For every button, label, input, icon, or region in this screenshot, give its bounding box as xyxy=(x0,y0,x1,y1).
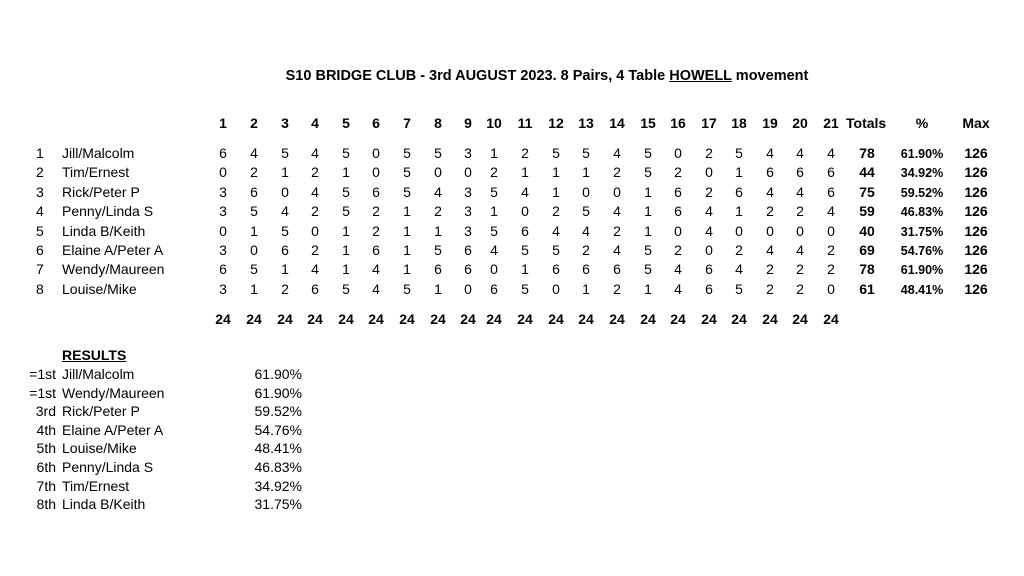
result-pair: Jill/Malcolm xyxy=(62,366,135,382)
score-cell: 2 xyxy=(311,203,319,220)
score-cell: 0 xyxy=(766,222,774,239)
score-cell: 6 xyxy=(434,261,442,278)
score-cell: 6 xyxy=(281,242,289,258)
score-cell: 0 xyxy=(796,222,804,239)
score-cell: 6 xyxy=(827,164,835,181)
score-cell: 4 xyxy=(766,183,774,200)
score-cell: 5 xyxy=(403,183,411,200)
pair-name: Elaine A/Peter A xyxy=(62,242,164,258)
score-cell: 0 xyxy=(552,280,560,297)
score-cell: 4 xyxy=(613,145,621,161)
board-total: 24 xyxy=(609,311,625,327)
pair-number: 8 xyxy=(36,280,44,297)
result-percent: 61.90% xyxy=(254,366,302,382)
score-cell: 5 xyxy=(644,242,652,258)
score-cell: 1 xyxy=(521,261,529,278)
score-cell: 2 xyxy=(613,164,621,181)
score-cell: 1 xyxy=(250,280,258,297)
score-cell: 1 xyxy=(342,242,350,258)
row-max: 126 xyxy=(964,222,988,239)
score-cell: 6 xyxy=(674,183,682,200)
result-place: 8th xyxy=(36,496,56,513)
score-cell: 4 xyxy=(766,145,774,161)
result-place: 3rd xyxy=(35,403,56,420)
score-cell: 1 xyxy=(735,164,743,181)
score-cell: 0 xyxy=(219,164,227,181)
board-header: 11 xyxy=(517,115,533,131)
score-cell: 2 xyxy=(735,242,743,258)
score-cell: 2 xyxy=(766,203,774,220)
score-cell: 0 xyxy=(464,164,472,181)
row-max: 126 xyxy=(964,261,988,278)
score-cell: 2 xyxy=(490,164,498,181)
board-total: 24 xyxy=(277,311,293,327)
row-total: 69 xyxy=(859,242,875,258)
score-cell: 5 xyxy=(582,203,590,220)
score-cell: 6 xyxy=(372,183,380,200)
score-cell: 4 xyxy=(796,145,804,161)
result-pair: Linda B/Keith xyxy=(62,496,146,513)
score-cell: 6 xyxy=(705,280,713,297)
score-cell: 5 xyxy=(644,145,652,161)
score-cell: 5 xyxy=(281,145,289,161)
score-cell: 3 xyxy=(219,280,227,297)
row-total: 59 xyxy=(859,203,875,220)
score-cell: 4 xyxy=(796,183,804,200)
result-pair: Penny/Linda S xyxy=(62,459,154,475)
pair-name: Louise/Mike xyxy=(62,280,137,297)
score-cell: 1 xyxy=(342,164,350,181)
score-cell: 2 xyxy=(434,203,442,220)
result-percent: 59.52% xyxy=(254,403,302,420)
board-total: 24 xyxy=(762,311,778,327)
score-cell: 6 xyxy=(674,203,682,220)
score-cell: 2 xyxy=(766,280,774,297)
score-cell: 5 xyxy=(552,242,560,258)
score-cell: 0 xyxy=(674,222,682,239)
row-percent: 34.92% xyxy=(900,166,944,181)
board-total: 24 xyxy=(307,311,323,327)
score-cell: 3 xyxy=(464,145,472,161)
row-total: 75 xyxy=(859,183,875,200)
score-cell: 6 xyxy=(521,222,529,239)
result-percent: 46.83% xyxy=(254,459,302,475)
score-cell: 4 xyxy=(372,280,380,297)
board-total: 24 xyxy=(670,311,686,327)
score-cell: 3 xyxy=(464,203,472,220)
score-cell: 2 xyxy=(613,280,621,297)
score-cell: 5 xyxy=(490,222,498,239)
score-cell: 5 xyxy=(342,145,350,161)
board-total: 24 xyxy=(430,311,446,327)
board-total: 24 xyxy=(517,311,533,327)
score-cell: 2 xyxy=(250,164,258,181)
score-cell: 2 xyxy=(705,145,713,161)
board-total: 24 xyxy=(215,311,231,327)
score-cell: 5 xyxy=(250,261,258,278)
score-cell: 2 xyxy=(521,145,529,161)
result-pair: Wendy/Maureen xyxy=(62,384,165,401)
score-cell: 5 xyxy=(521,242,529,258)
score-cell: 4 xyxy=(250,145,258,161)
score-cell: 6 xyxy=(613,261,621,278)
score-cell: 6 xyxy=(827,183,835,200)
board-total: 24 xyxy=(640,311,656,327)
board-total: 24 xyxy=(486,311,502,327)
result-place: =1st xyxy=(29,366,56,382)
board-total: 24 xyxy=(246,311,262,327)
board-header: 4 xyxy=(311,115,319,131)
score-cell: 6 xyxy=(582,261,590,278)
score-cell: 4 xyxy=(674,261,682,278)
score-cell: 0 xyxy=(372,164,380,181)
score-cell: 6 xyxy=(490,280,498,297)
board-header: 15 xyxy=(640,115,656,131)
result-percent: 61.90% xyxy=(254,384,302,401)
row-percent: 54.76% xyxy=(900,244,944,258)
score-cell: 6 xyxy=(219,261,227,278)
score-cell: 5 xyxy=(342,183,350,200)
row-percent: 46.83% xyxy=(900,205,944,220)
pair-number: 2 xyxy=(36,164,44,181)
score-cell: 1 xyxy=(281,261,289,278)
pair-number: 3 xyxy=(36,183,44,200)
board-total: 24 xyxy=(731,311,747,327)
row-max: 126 xyxy=(964,280,988,297)
score-cell: 1 xyxy=(521,164,529,181)
score-cell: 0 xyxy=(705,242,713,258)
score-cell: 0 xyxy=(674,145,682,161)
score-cell: 4 xyxy=(372,261,380,278)
result-pair: Rick/Peter P xyxy=(62,403,140,420)
score-cell: 0 xyxy=(705,164,713,181)
result-place: =1st xyxy=(29,384,56,401)
score-cell: 1 xyxy=(644,203,652,220)
result-percent: 34.92% xyxy=(254,477,302,494)
score-cell: 6 xyxy=(552,261,560,278)
score-cell: 4 xyxy=(613,242,621,258)
score-cell: 4 xyxy=(552,222,560,239)
score-cell: 2 xyxy=(796,280,804,297)
result-percent: 54.76% xyxy=(254,421,302,438)
score-cell: 0 xyxy=(311,222,319,239)
score-cell: 2 xyxy=(311,242,319,258)
row-total: 78 xyxy=(859,261,875,278)
score-cell: 0 xyxy=(735,222,743,239)
board-header: 5 xyxy=(342,115,350,131)
pair-name: Linda B/Keith xyxy=(62,222,146,239)
score-cell: 5 xyxy=(403,164,411,181)
page-title xyxy=(0,67,1024,85)
title-text: S10 BRIDGE CLUB - 3rd AUGUST 2023. 8 Pairs, 4 Table xyxy=(285,68,670,84)
board-header: 3 xyxy=(281,115,289,131)
row-total: 61 xyxy=(859,280,875,297)
score-cell: 1 xyxy=(644,183,652,200)
score-cell: 2 xyxy=(582,242,590,258)
pair-number: 4 xyxy=(36,203,44,220)
score-cell: 0 xyxy=(372,145,380,161)
score-cell: 1 xyxy=(490,145,498,161)
score-cell: 2 xyxy=(766,261,774,278)
score-cell: 2 xyxy=(827,242,835,258)
score-cell: 3 xyxy=(219,242,227,258)
result-place: 7th xyxy=(36,477,56,494)
result-pair: Louise/Mike xyxy=(62,440,137,457)
score-cell: 5 xyxy=(342,280,350,297)
score-cell: 1 xyxy=(552,164,560,181)
score-cell: 5 xyxy=(434,145,442,161)
score-cell: 2 xyxy=(705,183,713,200)
score-cell: 6 xyxy=(219,145,227,161)
score-cell: 1 xyxy=(434,222,442,239)
score-cell: 1 xyxy=(281,164,289,181)
pair-name: Tim/Ernest xyxy=(62,164,130,181)
max-header: Max xyxy=(962,115,990,131)
board-total: 24 xyxy=(578,311,594,327)
pair-name: Jill/Malcolm xyxy=(62,145,135,161)
score-cell: 5 xyxy=(644,261,652,278)
board-header: 6 xyxy=(372,115,380,131)
score-cell: 1 xyxy=(644,280,652,297)
score-cell: 1 xyxy=(582,164,590,181)
score-cell: 0 xyxy=(827,280,835,297)
score-cell: 5 xyxy=(434,242,442,258)
board-total: 24 xyxy=(368,311,384,327)
score-cell: 0 xyxy=(490,261,498,278)
score-cell: 4 xyxy=(796,242,804,258)
board-total: 24 xyxy=(338,311,354,327)
score-cell: 4 xyxy=(705,203,713,220)
score-cell: 2 xyxy=(796,261,804,278)
board-total: 24 xyxy=(460,311,476,327)
score-cell: 0 xyxy=(250,242,258,258)
pair-number: 7 xyxy=(36,261,44,278)
score-cell: 5 xyxy=(342,203,350,220)
result-percent: 48.41% xyxy=(254,440,302,457)
board-total: 24 xyxy=(701,311,717,327)
score-cell: 4 xyxy=(521,183,529,200)
score-cell: 5 xyxy=(735,145,743,161)
score-cell: 5 xyxy=(250,203,258,220)
board-header: 1 xyxy=(219,115,227,131)
score-cell: 4 xyxy=(766,242,774,258)
board-total: 24 xyxy=(548,311,564,327)
score-cell: 6 xyxy=(766,164,774,181)
score-cell: 4 xyxy=(311,145,319,161)
score-cell: 5 xyxy=(521,280,529,297)
board-total: 24 xyxy=(399,311,415,327)
pair-number: 1 xyxy=(36,145,44,161)
board-header: 13 xyxy=(578,115,594,131)
score-cell: 1 xyxy=(403,222,411,239)
row-percent: 59.52% xyxy=(900,185,944,200)
score-cell: 4 xyxy=(311,183,319,200)
row-max: 126 xyxy=(964,164,988,181)
result-percent: 31.75% xyxy=(254,496,302,513)
score-cell: 1 xyxy=(403,203,411,220)
board-header: 20 xyxy=(792,115,808,131)
score-cell: 5 xyxy=(281,222,289,239)
score-cell: 6 xyxy=(796,164,804,181)
result-place: 6th xyxy=(36,459,56,475)
score-cell: 3 xyxy=(219,203,227,220)
score-cell: 2 xyxy=(613,222,621,239)
totals-header: Totals xyxy=(846,115,887,131)
pair-number: 6 xyxy=(36,242,44,258)
score-cell: 4 xyxy=(674,280,682,297)
score-cell: 0 xyxy=(827,222,835,239)
score-cell: 6 xyxy=(464,261,472,278)
title-text-end: movement xyxy=(731,68,809,84)
board-header: 10 xyxy=(486,115,502,131)
board-header: 9 xyxy=(464,115,472,131)
score-cell: 5 xyxy=(403,145,411,161)
score-cell: 6 xyxy=(705,261,713,278)
result-place: 5th xyxy=(36,440,56,457)
score-cell: 2 xyxy=(311,164,319,181)
row-max: 126 xyxy=(964,203,988,220)
board-header: 2 xyxy=(250,115,258,131)
board-header: 12 xyxy=(548,115,564,131)
score-cell: 4 xyxy=(735,261,743,278)
board-header: 8 xyxy=(434,115,442,131)
score-cell: 4 xyxy=(434,183,442,200)
score-cell: 0 xyxy=(613,183,621,200)
score-cell: 3 xyxy=(464,183,472,200)
score-cell: 6 xyxy=(464,242,472,258)
score-cell: 5 xyxy=(552,145,560,161)
row-total: 78 xyxy=(859,145,875,161)
pair-number: 5 xyxy=(36,222,44,239)
row-max: 126 xyxy=(964,242,988,258)
score-cell: 4 xyxy=(311,261,319,278)
board-header: 16 xyxy=(670,115,686,131)
score-cell: 2 xyxy=(372,222,380,239)
score-cell: 3 xyxy=(219,183,227,200)
score-cell: 1 xyxy=(342,261,350,278)
score-cell: 1 xyxy=(342,222,350,239)
score-cell: 2 xyxy=(674,242,682,258)
score-cell: 1 xyxy=(644,222,652,239)
score-cell: 5 xyxy=(735,280,743,297)
result-place: 4th xyxy=(36,421,56,438)
score-cell: 6 xyxy=(735,183,743,200)
board-header: 21 xyxy=(823,115,839,131)
row-percent: 48.41% xyxy=(900,282,944,297)
board-header: 7 xyxy=(403,115,411,131)
board-total: 24 xyxy=(823,311,839,327)
result-pair: Elaine A/Peter A xyxy=(62,421,164,438)
score-cell: 3 xyxy=(464,222,472,239)
score-cell: 4 xyxy=(705,222,713,239)
score-cell: 0 xyxy=(219,222,227,239)
score-cell: 5 xyxy=(490,183,498,200)
row-percent: 61.90% xyxy=(900,147,944,161)
score-cell: 0 xyxy=(464,280,472,297)
score-cell: 6 xyxy=(311,280,319,297)
score-cell: 1 xyxy=(552,183,560,200)
score-cell: 0 xyxy=(281,183,289,200)
score-cell: 2 xyxy=(552,203,560,220)
score-cell: 4 xyxy=(490,242,498,258)
row-percent: 31.75% xyxy=(900,224,944,239)
row-max: 126 xyxy=(964,183,988,200)
score-cell: 1 xyxy=(403,261,411,278)
score-cell: 1 xyxy=(434,280,442,297)
pct-header: % xyxy=(915,115,929,131)
score-cell: 0 xyxy=(434,164,442,181)
row-max: 126 xyxy=(964,145,988,161)
title-underlined-word: HOWELL xyxy=(669,68,732,84)
score-cell: 2 xyxy=(827,261,835,278)
score-cell: 2 xyxy=(372,203,380,220)
score-cell: 2 xyxy=(281,280,289,297)
board-header: 17 xyxy=(701,115,717,131)
board-total: 24 xyxy=(792,311,808,327)
score-cell: 2 xyxy=(674,164,682,181)
pair-name: Penny/Linda S xyxy=(62,203,154,220)
score-cell: 0 xyxy=(521,203,529,220)
score-cell: 1 xyxy=(490,203,498,220)
score-cell: 1 xyxy=(735,203,743,220)
score-cell: 4 xyxy=(582,222,590,239)
score-cell: 6 xyxy=(250,183,258,200)
board-header: 18 xyxy=(731,115,747,131)
result-pair: Tim/Ernest xyxy=(62,477,130,494)
score-cell: 4 xyxy=(827,145,835,161)
score-cell: 2 xyxy=(796,203,804,220)
board-header: 14 xyxy=(609,115,625,131)
row-total: 40 xyxy=(859,222,875,239)
score-cell: 5 xyxy=(582,145,590,161)
results-heading: RESULTS xyxy=(62,347,127,363)
score-cell: 1 xyxy=(403,242,411,258)
score-cell: 1 xyxy=(250,222,258,239)
pair-name: Wendy/Maureen xyxy=(62,261,165,278)
score-cell: 1 xyxy=(582,280,590,297)
score-cell: 5 xyxy=(644,164,652,181)
score-cell: 0 xyxy=(582,183,590,200)
score-cell: 4 xyxy=(827,203,835,220)
board-header: 19 xyxy=(762,115,778,131)
row-percent: 61.90% xyxy=(900,263,944,278)
score-cell: 5 xyxy=(403,280,411,297)
score-cell: 4 xyxy=(613,203,621,220)
pair-name: Rick/Peter P xyxy=(62,183,140,200)
score-cell: 4 xyxy=(281,203,289,220)
row-total: 44 xyxy=(859,164,875,181)
score-cell: 6 xyxy=(372,242,380,258)
